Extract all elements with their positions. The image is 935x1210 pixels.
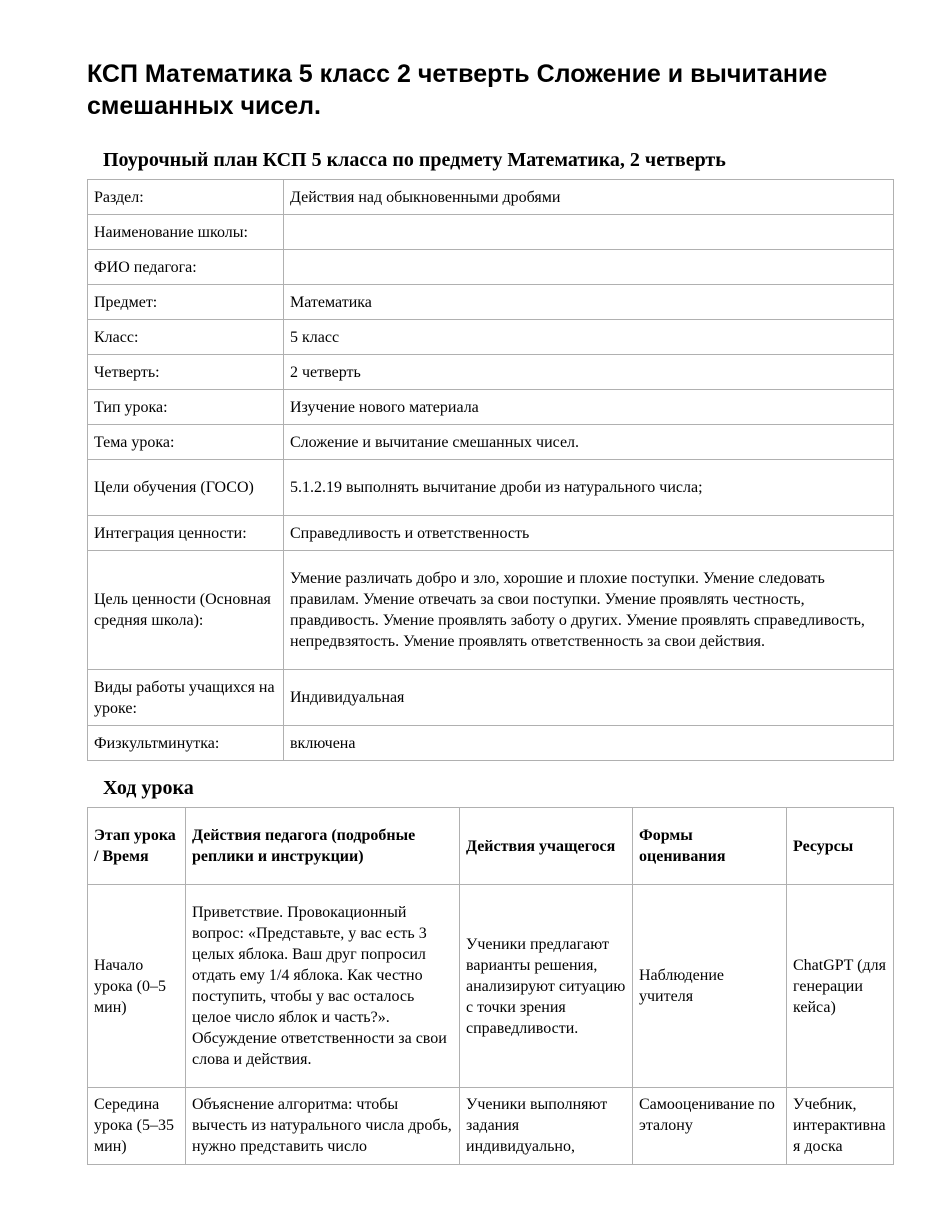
table-row <box>88 390 894 425</box>
info-value: Действия над обыкновенными дробями <box>284 180 894 215</box>
header-resources: Ресурсы <box>787 808 894 885</box>
info-value: Сложение и вычитание смешанных чисел. <box>284 425 894 460</box>
info-label: ФИО педагога: <box>88 250 284 285</box>
table-row <box>88 320 894 355</box>
teacher-actions-cell: Объяснение алгоритма: чтобы вычесть из натурального числа дробь, нужно представить число <box>186 1088 460 1165</box>
info-value: Изучение нового материала <box>284 390 894 425</box>
table-row <box>88 215 894 250</box>
table-row <box>88 460 894 516</box>
assessment-cell: Самооценивание по эталону <box>633 1088 787 1165</box>
student-actions-cell: Ученики выполняют задания индивидуально, <box>460 1088 633 1165</box>
info-value: Математика <box>284 285 894 320</box>
info-label: Физкультминутка: <box>88 726 284 761</box>
assessment-cell: Наблюдение учителя <box>633 885 787 1088</box>
lesson-flow-table <box>87 807 894 1165</box>
info-label: Цель ценности (Основная средняя школа): <box>88 551 284 670</box>
stage-cell: Начало урока (0–5 мин) <box>88 885 186 1088</box>
info-label: Класс: <box>88 320 284 355</box>
info-label: Цели обучения (ГОСО) <box>88 460 284 516</box>
document-title: КСП Математика 5 класс 2 четверть Сложение и вычитание смешанных чисел. <box>87 60 828 120</box>
info-value <box>284 250 894 285</box>
info-value: Справедливость и ответственность <box>284 516 894 551</box>
table-row <box>88 551 894 670</box>
info-label: Интеграция ценности: <box>88 516 284 551</box>
table-row <box>88 180 894 215</box>
info-label: Наименование школы: <box>88 215 284 250</box>
table-row <box>88 250 894 285</box>
plan-heading: Поурочный план КСП 5 класса по предмету Математика, 2 четверть <box>103 149 726 171</box>
info-label: Тип урока: <box>88 390 284 425</box>
table-row <box>88 355 894 390</box>
info-value: 5.1.2.19 выполнять вычитание дроби из натурального числа; <box>284 460 894 516</box>
info-value: 5 класс <box>284 320 894 355</box>
header-student-actions: Действия учащегося <box>460 808 633 885</box>
resources-cell: ChatGPT (для генерации кейса) <box>787 885 894 1088</box>
lesson-heading: Ход урока <box>103 777 194 799</box>
header-stage: Этап урока / Время <box>88 808 186 885</box>
info-label: Раздел: <box>88 180 284 215</box>
table-row <box>88 885 894 1088</box>
info-label: Тема урока: <box>88 425 284 460</box>
stage-cell: Середина урока (5–35 мин) <box>88 1088 186 1165</box>
table-row <box>88 425 894 460</box>
table-row <box>88 670 894 726</box>
header-assessment: Формы оценивания <box>633 808 787 885</box>
table-row <box>88 516 894 551</box>
info-label: Предмет: <box>88 285 284 320</box>
table-row <box>88 726 894 761</box>
info-value: включена <box>284 726 894 761</box>
student-actions-cell: Ученики предлагают варианты решения, анализируют ситуацию с точки зрения справедливости. <box>460 885 633 1088</box>
resources-cell: Учебник, интерактивная доска <box>787 1088 894 1165</box>
table-row <box>88 285 894 320</box>
info-value: Умение различать добро и зло, хорошие и плохие поступки. Умение следовать правилам. Умение отвечать за свои поступки. Умение проявлять честность, правдивость. Умение проявлять заботу о других. Умение проявлять справедливость, непредвзятость. Умение проявлять ответственность за свои действия. <box>284 551 894 670</box>
info-label: Виды работы учащихся на уроке: <box>88 670 284 726</box>
info-value: Индивидуальная <box>284 670 894 726</box>
info-value <box>284 215 894 250</box>
lesson-info-table <box>87 179 894 761</box>
teacher-actions-cell: Приветствие. Провокационный вопрос: «Представьте, у вас есть 3 целых яблока. Ваш друг попросил отдать ему 1/4 яблока. Как честно поступить, чтобы у вас осталось целое число яблок и часть?». Обсуждение ответственности за свои слова и действия. <box>186 885 460 1088</box>
info-label: Четверть: <box>88 355 284 390</box>
header-teacher-actions: Действия педагога (подробные реплики и инструкции) <box>186 808 460 885</box>
table-row <box>88 1088 894 1165</box>
info-value: 2 четверть <box>284 355 894 390</box>
table-header-row <box>88 808 894 885</box>
